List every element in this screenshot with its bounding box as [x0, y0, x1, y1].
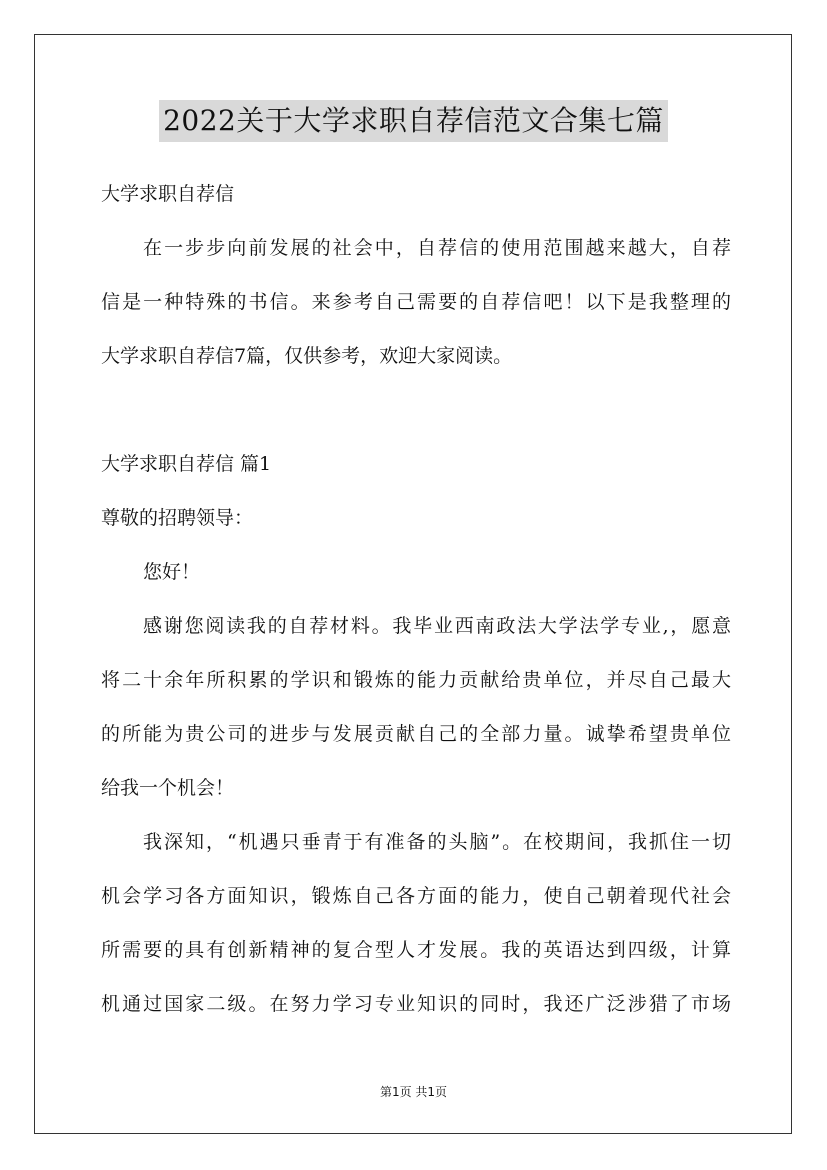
paragraph-line: 将二十余年所积累的学识和锻炼的能力贡献给贵单位，并尽自己最大	[101, 669, 731, 691]
document-title: 2022关于大学求职自荐信范文合集七篇	[159, 100, 668, 142]
paragraph-line: 我深知，“机遇只垂青于有准备的头脑”。在校期间，我抓住一切	[143, 831, 731, 853]
section-heading: 大学求职自荐信	[101, 183, 235, 205]
paragraph-line: 所需要的具有创新精神的复合型人才发展。我的英语达到四级，计算	[101, 939, 731, 961]
paragraph-line: 在一步步向前发展的社会中，自荐信的使用范围越来越大，自荐	[143, 237, 731, 259]
paragraph-line: 的所能为贵公司的进步与发展贡献自己的全部力量。诚挚希望贵单位	[101, 723, 731, 745]
salutation: 尊敬的招聘领导：	[101, 507, 254, 529]
paragraph-line: 信是一种特殊的书信。来参考自己需要的自荐信吧！以下是我整理的	[101, 291, 731, 313]
paragraph-line: 大学求职自荐信7篇，仅供参考，欢迎大家阅读。	[101, 345, 513, 367]
paragraph-line: 机会学习各方面知识，锻炼自己各方面的能力，使自己朝着现代社会	[101, 885, 731, 907]
greeting: 您好！	[143, 561, 201, 583]
paragraph-line: 机通过国家二级。在努力学习专业知识的同时，我还广泛涉猎了市场	[101, 993, 731, 1015]
page-footer: 第1页 共1页	[379, 1085, 448, 1099]
title-container	[0, 100, 827, 142]
paragraph-line: 给我一个机会！	[101, 777, 235, 799]
paragraph-line: 感谢您阅读我的自荐材料。我毕业西南政法大学法学专业,，愿意	[143, 615, 731, 637]
section-heading: 大学求职自荐信 篇1	[101, 453, 272, 475]
